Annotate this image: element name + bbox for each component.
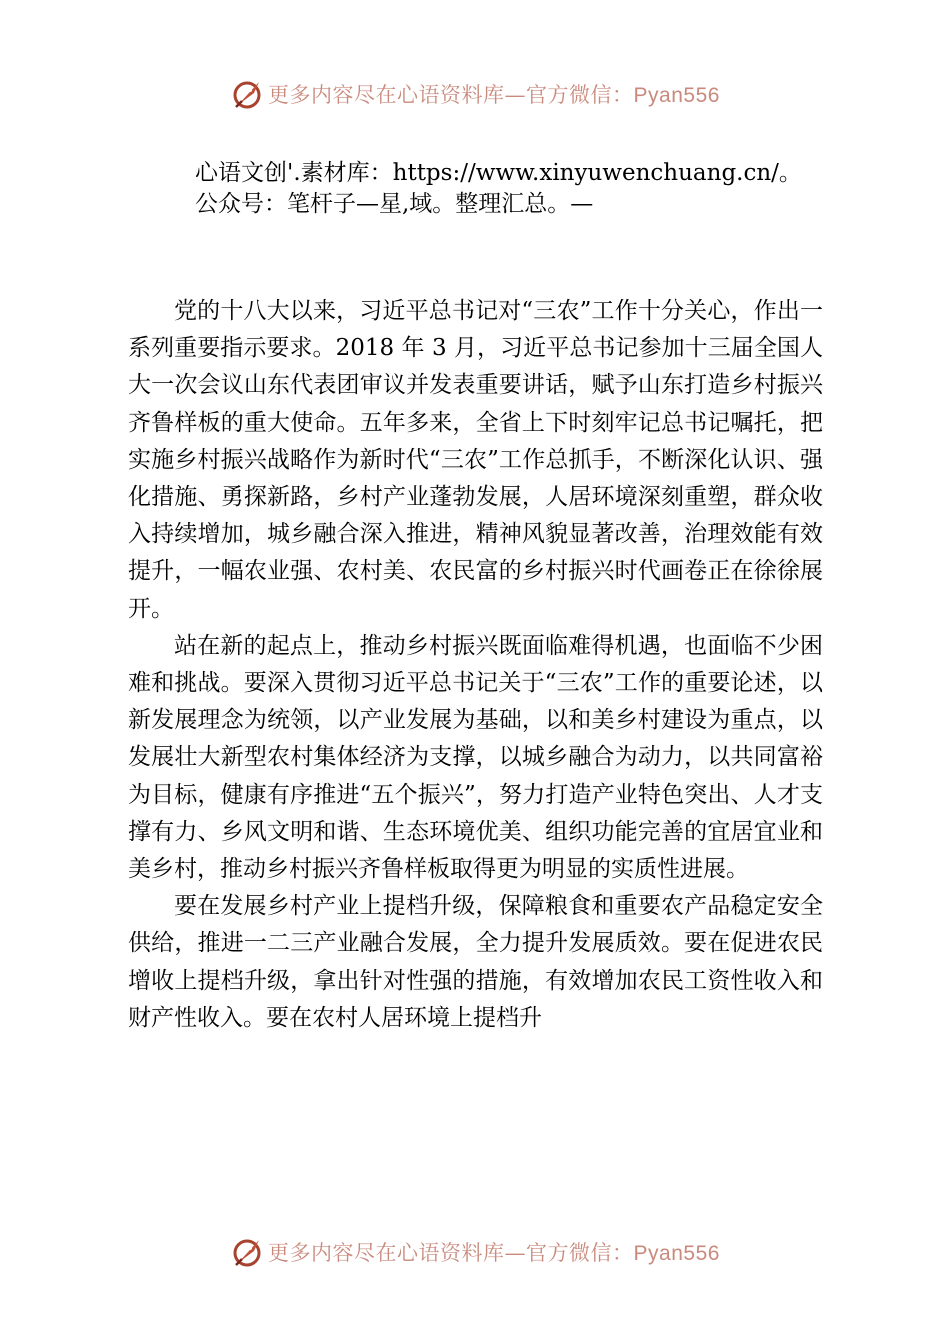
footer-banner-label: 更多内容尽在心语资料库—官方微信： [268,1241,634,1265]
header-wechat-id: Pyan556 [633,84,720,107]
paragraph-2: 站在新的起点上，推动乡村振兴既面临难得机遇，也面临不少困难和挑战。要深入贯彻习近平总书记关于“三农”工作的重要论述，以新发展理念为统领，以产业发展为基础，以和美乡村建设为重点，以发展壮大新型农村集体经济为支撑，以城乡融合为动力，以共同富裕为目标，健康有序推进“五个振兴”，努力打造产业特色突出、人才支撑有力、乡风文明和谐、生态环境优美、组织功能完善的宜居宜业和美乡村，推动乡村振兴齐鲁样板取得更为明显的实质性进展。 [128,632,823,883]
paragraph-1: 党的十八大以来，习近平总书记对“三农”工作十分关心，作出一系列重要指示要求。2018 年 3 月，习近平总书记参加十三届全国人大一次会议山东代表团审议并发表重要讲话，赋予山东打造乡村振兴齐鲁样板的重大使命。五年多来，全省上下时刻牢记总书记嘱托，把实施乡村振兴战略作为新时代“三农”工作总抓手，不断深化认识、强化措施、勇探新路，乡村产业蓬勃发展，人居环境深刻重塑，群众收入持续增加，城乡融合深入推进，精神风貌显著改善，治理效能有效提升，一幅农业强、农村美、农民富的乡村振兴时代画卷正在徐徐展开。 [128,298,823,622]
footer-banner [0,1232,950,1272]
footer-wechat-id: Pyan556 [633,1242,720,1265]
header-banner-text [268,79,720,109]
header-banner [0,74,950,114]
article-body [128,293,823,1037]
footer-banner-text [268,1237,720,1267]
quill-pen-logo-icon [230,77,264,111]
source-note-line-2: 公众号：笔杆子—星,域。整理汇总。— [195,191,594,217]
quill-pen-logo-icon [230,1235,264,1269]
source-note [195,158,925,220]
source-note-line-1: 心语文创'.素材库：https://www.xinyuwenchuang.cn/。 [195,160,802,186]
header-banner-label: 更多内容尽在心语资料库—官方微信： [268,83,634,107]
paragraph-3: 要在发展乡村产业上提档升级，保障粮食和重要农产品稳定安全供给，推进一二三产业融合发展，全力提升发展质效。要在促进农民增收上提档升级，拿出针对性强的措施，有效增加农民工资性收入和财产性收入。要在农村人居环境上提档升 [128,893,823,1031]
